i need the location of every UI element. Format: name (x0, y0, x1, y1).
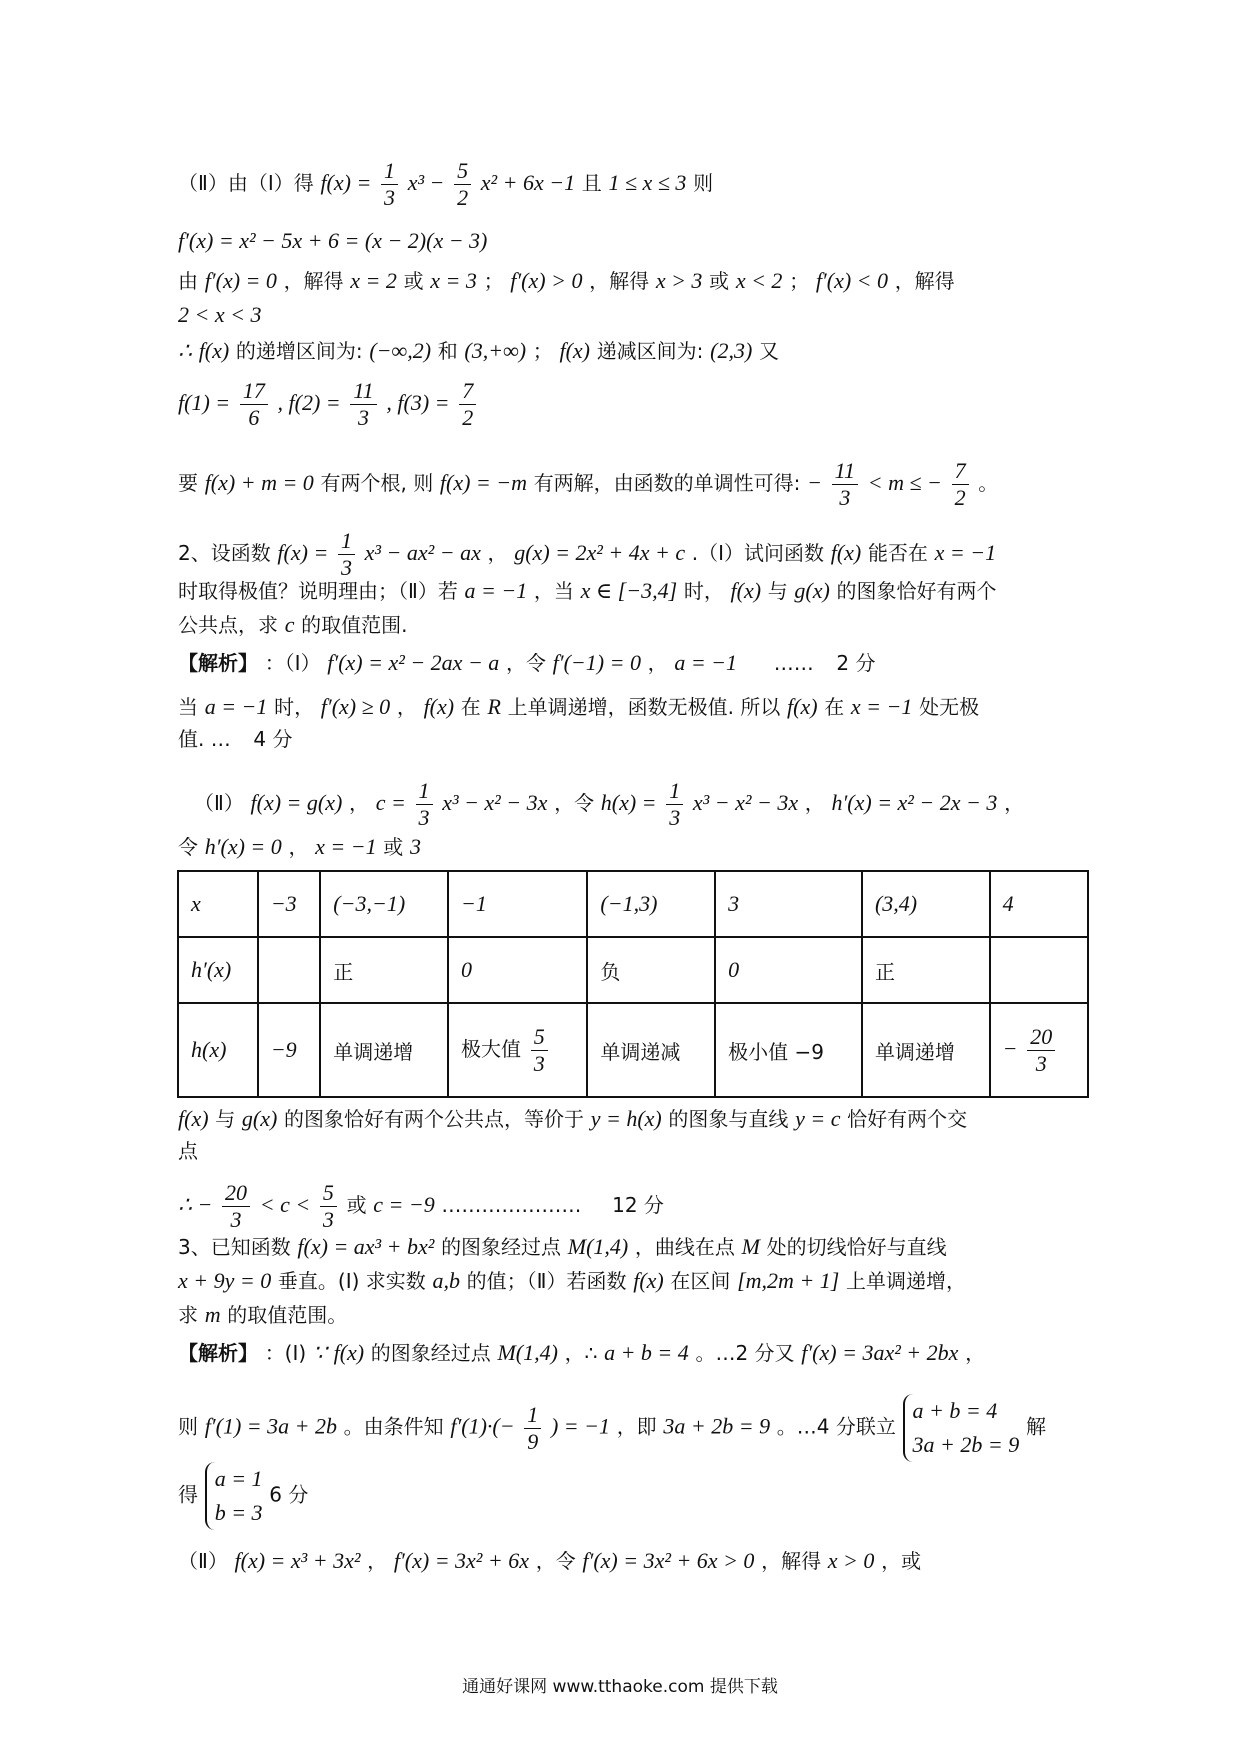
formula: f(x) (423, 694, 455, 719)
table-cell (448, 1003, 587, 1097)
numerator: 5 (320, 1180, 337, 1207)
text: （Ⅱ） (194, 791, 244, 815)
text: 在区间 (670, 1269, 731, 1293)
formula: 3a + 2b = 9 (663, 1413, 771, 1439)
text: …… (773, 651, 814, 675)
fraction (338, 528, 355, 581)
formula: f(x) = −m (439, 470, 527, 495)
analysis-label: 【解析】 (178, 1341, 258, 1365)
formula: f′(x) ≥ 0 (320, 694, 391, 719)
formula: f(x) = x³ + 3x² (234, 1548, 361, 1573)
table-cell: 极小值 −9 (715, 1003, 862, 1097)
score-text: 6 分 (269, 1482, 309, 1507)
text: 由 (178, 269, 198, 293)
text: 点 (178, 1139, 198, 1163)
formula: M (741, 1234, 760, 1259)
formula: 3 (409, 834, 421, 859)
formula: f(x) (559, 338, 590, 363)
text: 在 (824, 695, 845, 719)
equation-system (205, 1462, 263, 1530)
table-row (178, 937, 1088, 1003)
text: ， (367, 1549, 388, 1573)
text: 处无极 (919, 695, 980, 719)
formula: f′(x) < 0 (815, 268, 888, 293)
text: 的取值范围. (301, 613, 408, 637)
denominator: 9 (527, 1428, 539, 1454)
text: ； (483, 269, 504, 293)
denominator: 3 (340, 555, 352, 580)
formula: x = 2 (350, 268, 397, 293)
formula: m (204, 1302, 221, 1327)
formula: a + b = 4 (604, 1340, 689, 1365)
text-line (178, 266, 1090, 296)
fraction (350, 378, 376, 431)
text: 或 (346, 1193, 367, 1217)
numerator: 1 (666, 778, 683, 805)
text-line (178, 226, 1090, 256)
fraction (240, 378, 268, 431)
formula: x² + 6x −1 (480, 170, 576, 195)
text-line (178, 378, 1090, 431)
numerator: 5 (454, 158, 471, 185)
formula: f(x) (178, 1106, 209, 1131)
problem-3-line (178, 1266, 1090, 1296)
text: （Ⅱ）由（Ⅰ）得 (178, 171, 314, 195)
formula: ∴ − (178, 1192, 213, 1217)
table-cell: 0 (448, 937, 587, 1003)
formula: c (284, 612, 295, 637)
formula: (3,+∞) (464, 338, 527, 363)
text: ， (349, 791, 370, 815)
denominator: 2 (954, 485, 966, 510)
table-cell: (3,4) (862, 871, 990, 937)
denominator: 6 (248, 405, 260, 430)
formula: ∵ (312, 1340, 327, 1365)
text: 有两个根, 则 (320, 471, 434, 495)
numerator: 20 (1027, 1024, 1055, 1051)
problem-3-line (178, 1300, 1090, 1330)
text: 或 (403, 269, 424, 293)
formula: x + 9y = 0 (178, 1268, 272, 1293)
text: 令 (178, 835, 198, 859)
table-cell: −3 (258, 871, 320, 937)
score-text: 12 分 (612, 1193, 664, 1217)
table-cell: h′(x) (178, 937, 258, 1003)
text-line (178, 1136, 1090, 1166)
text: 的图象恰好有两个 (836, 579, 997, 603)
formula: f′(x) = 3x² + 6x > 0 (582, 1548, 755, 1573)
table-cell (990, 937, 1088, 1003)
text: 且 (581, 171, 602, 195)
text: 。由条件知 (343, 1414, 444, 1439)
formula: x < 2 (735, 268, 783, 293)
formula: c = −9 (373, 1192, 435, 1217)
numerator: 11 (832, 458, 858, 485)
equation: a + b = 4 (912, 1398, 998, 1423)
formula: 2 < x < 3 (178, 302, 262, 327)
formula: y = c (795, 1106, 841, 1131)
score-text: 2 分 (836, 651, 876, 675)
formula: x³ − x² − 3x (442, 790, 548, 815)
text: 的取值范围。 (227, 1303, 348, 1327)
formula: (2,3) (710, 338, 753, 363)
formula: f′(x) = 3x² + 6x (393, 1548, 530, 1573)
text-line (178, 336, 1090, 366)
formula: f′(1)·(− (450, 1413, 515, 1439)
numerator: 17 (240, 378, 268, 405)
formula: x > 0 (827, 1548, 875, 1573)
equation: 3a + 2b = 9 (912, 1432, 1020, 1457)
formula: < c < (259, 1192, 311, 1217)
text: ； (532, 339, 553, 363)
table-cell: 单调递减 (587, 1003, 715, 1097)
text: 与 (767, 579, 788, 603)
solution-line (178, 692, 1090, 722)
formula: h′(x) = x² − 2x − 3 (831, 790, 998, 815)
fraction (524, 1402, 541, 1455)
formula: f(x) (198, 338, 230, 363)
fraction (666, 778, 683, 831)
text: ，令 (554, 791, 595, 815)
table-cell: 正 (320, 937, 448, 1003)
text: 的图象与直线 (668, 1107, 789, 1131)
formula: x = 3 (430, 268, 477, 293)
formula: f′(1) = 3a + 2b (204, 1413, 337, 1439)
solution-line (178, 832, 1090, 862)
cell-text: 极大值 (461, 1036, 522, 1061)
text: ，∴ (564, 1341, 598, 1365)
formula: [m,2m + 1] (737, 1268, 840, 1293)
formula: f(x) (633, 1268, 664, 1293)
text: 的值；（Ⅱ）若函数 (466, 1269, 627, 1293)
problem-2-line (178, 528, 1090, 581)
formula: y = h(x) (590, 1106, 662, 1131)
text: 的递增区间为: (235, 339, 363, 363)
formula: , f(3) = (386, 390, 450, 415)
numerator: 7 (459, 378, 476, 405)
denominator: 3 (1035, 1050, 1047, 1076)
denominator: 2 (457, 185, 469, 210)
denominator: 3 (322, 1207, 334, 1232)
table-cell: 单调递增 (862, 1003, 990, 1097)
text: 时， (274, 695, 315, 719)
text: 的图象恰好有两个公共点，等价于 (284, 1107, 585, 1131)
formula: − (807, 470, 822, 495)
formula: (−∞,2) (369, 338, 432, 363)
solution-line (178, 1338, 1090, 1368)
table-cell: 正 (862, 937, 990, 1003)
table-cell: 0 (715, 937, 862, 1003)
solution-line (178, 1546, 1090, 1576)
text: ， (487, 541, 508, 565)
denominator: 3 (669, 805, 681, 830)
text: 解 (1025, 1414, 1046, 1439)
formula: x = −1 (934, 540, 997, 565)
text: ：(Ⅰ) (264, 1341, 307, 1365)
denominator: 2 (462, 405, 474, 430)
text: 要 (178, 471, 198, 495)
fraction (531, 1024, 548, 1077)
text: 则 (178, 1414, 198, 1439)
formula: g(x) = 2x² + 4x + c (514, 540, 686, 565)
text: .（Ⅰ）试问函数 (691, 541, 825, 565)
numerator: 11 (350, 378, 376, 405)
formula: ) = −1 (550, 1413, 610, 1439)
formula: f′(x) > 0 (510, 268, 583, 293)
text: 递减区间为: (596, 339, 704, 363)
text: ，即 (616, 1414, 657, 1439)
text: ，解得 (894, 269, 955, 293)
formula: f(x) (730, 578, 762, 603)
text: ，令 (505, 651, 546, 675)
problem-2-line (178, 576, 1090, 606)
text-line (178, 158, 1090, 211)
text: 。…4 分联立 (776, 1414, 896, 1439)
text-line (178, 1104, 1090, 1134)
table-cell: 4 (990, 871, 1088, 937)
fraction (320, 1180, 337, 1233)
fraction (952, 458, 969, 511)
text: ，令 (535, 1549, 576, 1573)
formula: , f(2) = (277, 390, 341, 415)
formula: g(x) (241, 1106, 278, 1131)
table-cell: −9 (258, 1003, 320, 1097)
text: 上单调递增，函数无极值. 所以 (507, 695, 781, 719)
table-cell: 单调递增 (320, 1003, 448, 1097)
formula: f(x) + m = 0 (204, 470, 314, 495)
text: 求 (178, 1303, 198, 1327)
table-cell: 3 (715, 871, 862, 937)
variation-table (177, 870, 1089, 1098)
fraction (454, 158, 471, 211)
formula: x ∈ [−3,4] (580, 578, 678, 603)
text: 时取得极值？说明理由；（Ⅱ）若 (178, 579, 458, 603)
denominator: 3 (418, 805, 430, 830)
text: 上单调递增， (846, 1269, 967, 1293)
text: ，曲线在点 (634, 1235, 735, 1259)
table-cell (990, 1003, 1088, 1097)
text: ：（Ⅰ） (264, 651, 321, 675)
formula: a,b (432, 1268, 460, 1293)
text: 恰好有两个交 (847, 1107, 968, 1131)
denominator: 3 (358, 405, 369, 430)
text: 与 (215, 1107, 236, 1131)
text: 时， (683, 579, 724, 603)
text: 公共点，求 (178, 613, 278, 637)
text: 或 (709, 269, 730, 293)
formula: f(x) (787, 694, 818, 719)
equation-system (903, 1394, 1020, 1462)
formula: f′(x) = x² − 5x + 6 = (x − 2)(x − 3) (178, 228, 488, 253)
numerator: 1 (338, 528, 355, 555)
text: 得 (178, 1482, 198, 1507)
text: 或 (383, 835, 404, 859)
formula: f(x) = ax³ + bx² (297, 1234, 435, 1259)
table-row (178, 871, 1088, 937)
text: ； (789, 269, 810, 293)
fraction (222, 1180, 250, 1233)
text: ， (965, 1341, 986, 1365)
table-cell: h(x) (178, 1003, 258, 1097)
formula: f′(x) = 0 (204, 268, 277, 293)
formula: f′(x) = 3ax² + 2bx (801, 1340, 959, 1365)
table-cell: x (178, 871, 258, 937)
solution-line (178, 1394, 1090, 1462)
fraction (416, 778, 433, 831)
solution-line (178, 778, 1090, 831)
text: ， (396, 695, 417, 719)
text: ………………… (441, 1193, 582, 1217)
solution-line (178, 648, 1090, 678)
text-line (178, 300, 1090, 330)
table-cell (258, 937, 320, 1003)
equation: a = 1 (214, 1466, 263, 1491)
formula: h(x) = (600, 790, 657, 815)
formula: R (487, 694, 501, 719)
formula: x³ − x² − 3x (692, 790, 799, 815)
text: 当 (178, 695, 198, 719)
formula: f(x) (333, 1340, 365, 1365)
text: 和 (437, 339, 458, 363)
formula: x³ − (407, 170, 445, 195)
numerator: 7 (952, 458, 969, 485)
cell-text: − (1002, 1035, 1018, 1061)
formula: M(1,4) (567, 1234, 629, 1259)
text: 垂直。(Ⅰ) 求实数 (277, 1269, 426, 1293)
text: 处的切线恰好与直线 (766, 1235, 947, 1259)
page-footer: 通通好课网 www.tthaoke.com 提供下载 (462, 1677, 778, 1697)
fraction (381, 158, 398, 211)
analysis-label: 【解析】 (178, 651, 258, 675)
formula: f(x) = (277, 540, 329, 565)
text: 的图象经过点 (370, 1341, 491, 1365)
text: 能否在 (867, 541, 928, 565)
score-text: 4 分 (253, 727, 293, 751)
text: 在 (460, 695, 481, 719)
formula: f′(−1) = 0 (552, 650, 641, 675)
fraction (1027, 1024, 1055, 1077)
table-row (178, 1003, 1088, 1097)
formula: M(1,4) (497, 1340, 558, 1365)
numerator: 1 (381, 158, 398, 185)
fraction (459, 378, 476, 431)
formula: x³ − ax² − ax (364, 540, 481, 565)
denominator: 3 (384, 185, 395, 210)
fraction (832, 458, 858, 511)
text-line (178, 1180, 1090, 1233)
denominator: 3 (230, 1207, 242, 1232)
table-cell: 负 (587, 937, 715, 1003)
formula: f(1) = (178, 390, 231, 415)
formula: x = −1 (850, 694, 913, 719)
formula: 1 ≤ x ≤ 3 (608, 170, 687, 195)
text: 。…2 分又 (695, 1341, 795, 1365)
text: ， (1004, 791, 1025, 815)
text: ， (647, 651, 668, 675)
text: ，或 (881, 1549, 922, 1573)
formula: c = (375, 790, 406, 815)
formula: f(x) (830, 540, 862, 565)
text: ，当 (533, 579, 574, 603)
text: 又 (758, 339, 779, 363)
text: 值. … (178, 727, 231, 751)
numerator: 20 (222, 1180, 250, 1207)
formula: a = −1 (674, 650, 738, 675)
text: ，解得 (761, 1549, 822, 1573)
formula: g(x) (794, 578, 830, 603)
table-cell: −1 (448, 871, 587, 937)
denominator: 3 (533, 1050, 545, 1076)
solution-line (178, 724, 1090, 754)
text: ，解得 (589, 269, 650, 293)
formula: x = −1 (315, 834, 377, 859)
numerator: 5 (531, 1024, 548, 1051)
numerator: 1 (524, 1402, 541, 1429)
text: ， (804, 791, 825, 815)
formula: a = −1 (464, 578, 528, 603)
equation: b = 3 (214, 1500, 263, 1525)
solution-line (178, 1462, 1090, 1530)
text: 。 (978, 471, 999, 495)
text-line (178, 458, 1090, 511)
formula: f(x) = (320, 170, 372, 195)
denominator: 3 (839, 485, 851, 510)
problem-2-line (178, 610, 1090, 640)
text: （Ⅱ） (178, 1549, 228, 1573)
formula: < m ≤ − (867, 470, 942, 495)
table-cell: (−1,3) (587, 871, 715, 937)
formula: f(x) = g(x) (250, 790, 343, 815)
text: 2、设函数 (178, 541, 271, 565)
text: 3、已知函数 (178, 1235, 291, 1259)
formula: x > 3 (655, 268, 703, 293)
formula: ∴ (178, 338, 192, 363)
text: 的图象经过点 (441, 1235, 562, 1259)
table-cell: (−3,−1) (320, 871, 448, 937)
text: 有两解，由函数的单调性可得: (533, 471, 801, 495)
numerator: 1 (416, 778, 433, 805)
formula: h′(x) = 0 (204, 834, 282, 859)
text: ， (288, 835, 309, 859)
formula: a = −1 (204, 694, 268, 719)
problem-3-line (178, 1232, 1090, 1262)
text: ，解得 (283, 269, 344, 293)
formula: f′(x) = x² − 2ax − a (327, 650, 500, 675)
text: 则 (693, 171, 714, 195)
